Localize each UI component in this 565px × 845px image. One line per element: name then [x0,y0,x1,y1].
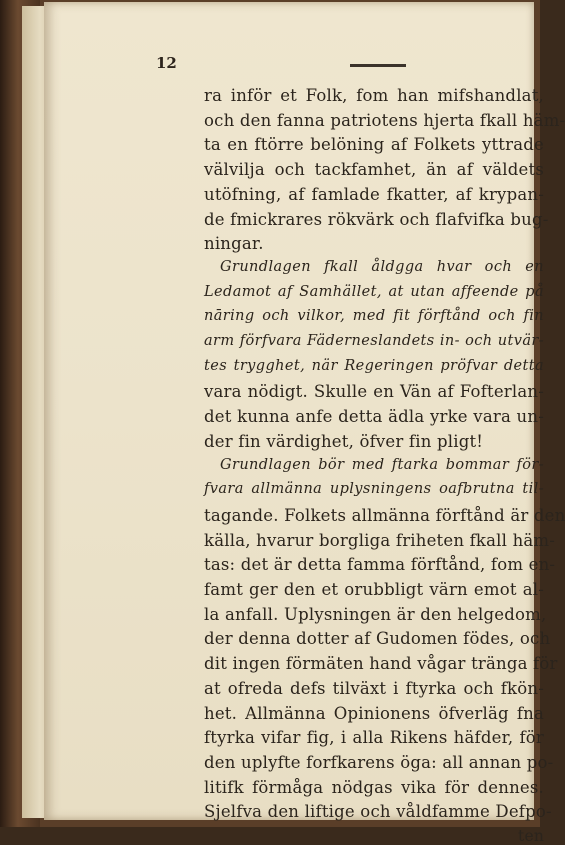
text-line: ftyrka vifar fig, i alla Rikens häfder, för [204,728,544,748]
text-line: fvara allmänna uplysningens oafbrutna til- [204,481,544,498]
text-line: la anfall. Uplysningen är den helgedom, [204,604,547,624]
text-line: de fmickrares rökvärk och flafvifka bug- [204,209,549,229]
text-line: det kunna anfe detta ädla yrke vara un- [204,407,544,427]
text-line: der denna dotter af Gudomen födes, och [204,629,551,649]
text-line: famt ger den et orubbligt värn emot al- [204,580,544,599]
text-line: tagande. Folkets allmänna förftånd är den [204,505,565,525]
text-line: ningar. [204,234,264,254]
text-line: Ledamot af Samhället, at utan affeende på [204,283,544,300]
text-line: ra inför et Folk, fom han mifshandlat, [204,86,544,105]
text-line: källa, hvarur borgliga friheten fkall häm- [204,530,556,550]
text-line: nāring och vilkor, med fit förftånd och fin [204,308,544,325]
page-number: 12 [156,54,177,72]
text-line: ta en ftörre belöning af Folkets yttrade [204,135,544,155]
text-line: utöfning, af famlade fkatter, af krypan- [204,184,544,204]
text-line: välvilja och tackfamhet, än af väldets [204,160,544,180]
text-line: dit ingen förmäten hand vågar tränga för [204,654,558,674]
text-line: och den fanna patriotens hjerta fkall häm- [204,110,565,130]
text-line: Sjelfva den liftige och våldfamme Defpo- [204,802,552,822]
book-page [44,2,565,845]
text-line: vara nödigt. Skulle en Vän af Fofterlan- [204,382,544,402]
text-line: der fin värdighet, öfver fin pligt! [204,431,484,451]
text-line: den uplyfte forfkarens öga: all annan po- [204,752,554,772]
text-line: Grundlagen fkall åldgga hvar och en [220,258,544,275]
text-line: tas: det är detta famma förftånd, fom en- [204,555,556,575]
text-line: at ofreda defs tilväxt i ftyrka och fkön- [204,678,544,698]
header-rule [350,64,406,67]
text-line: het. Allmänna Opinionens öfverläg fna [204,703,544,723]
text-line: Grundlagen bör med ftarka bommar för- [220,456,544,473]
text-line: tes trygghet, när Regeringen pröfvar detta [204,357,544,374]
text-line: arm förfvara Fäderneslandets in- och utvär- [204,333,544,349]
text-line: litifk förmåga nödgas vika för dennes. [204,777,544,797]
text-line: ten [518,827,544,845]
